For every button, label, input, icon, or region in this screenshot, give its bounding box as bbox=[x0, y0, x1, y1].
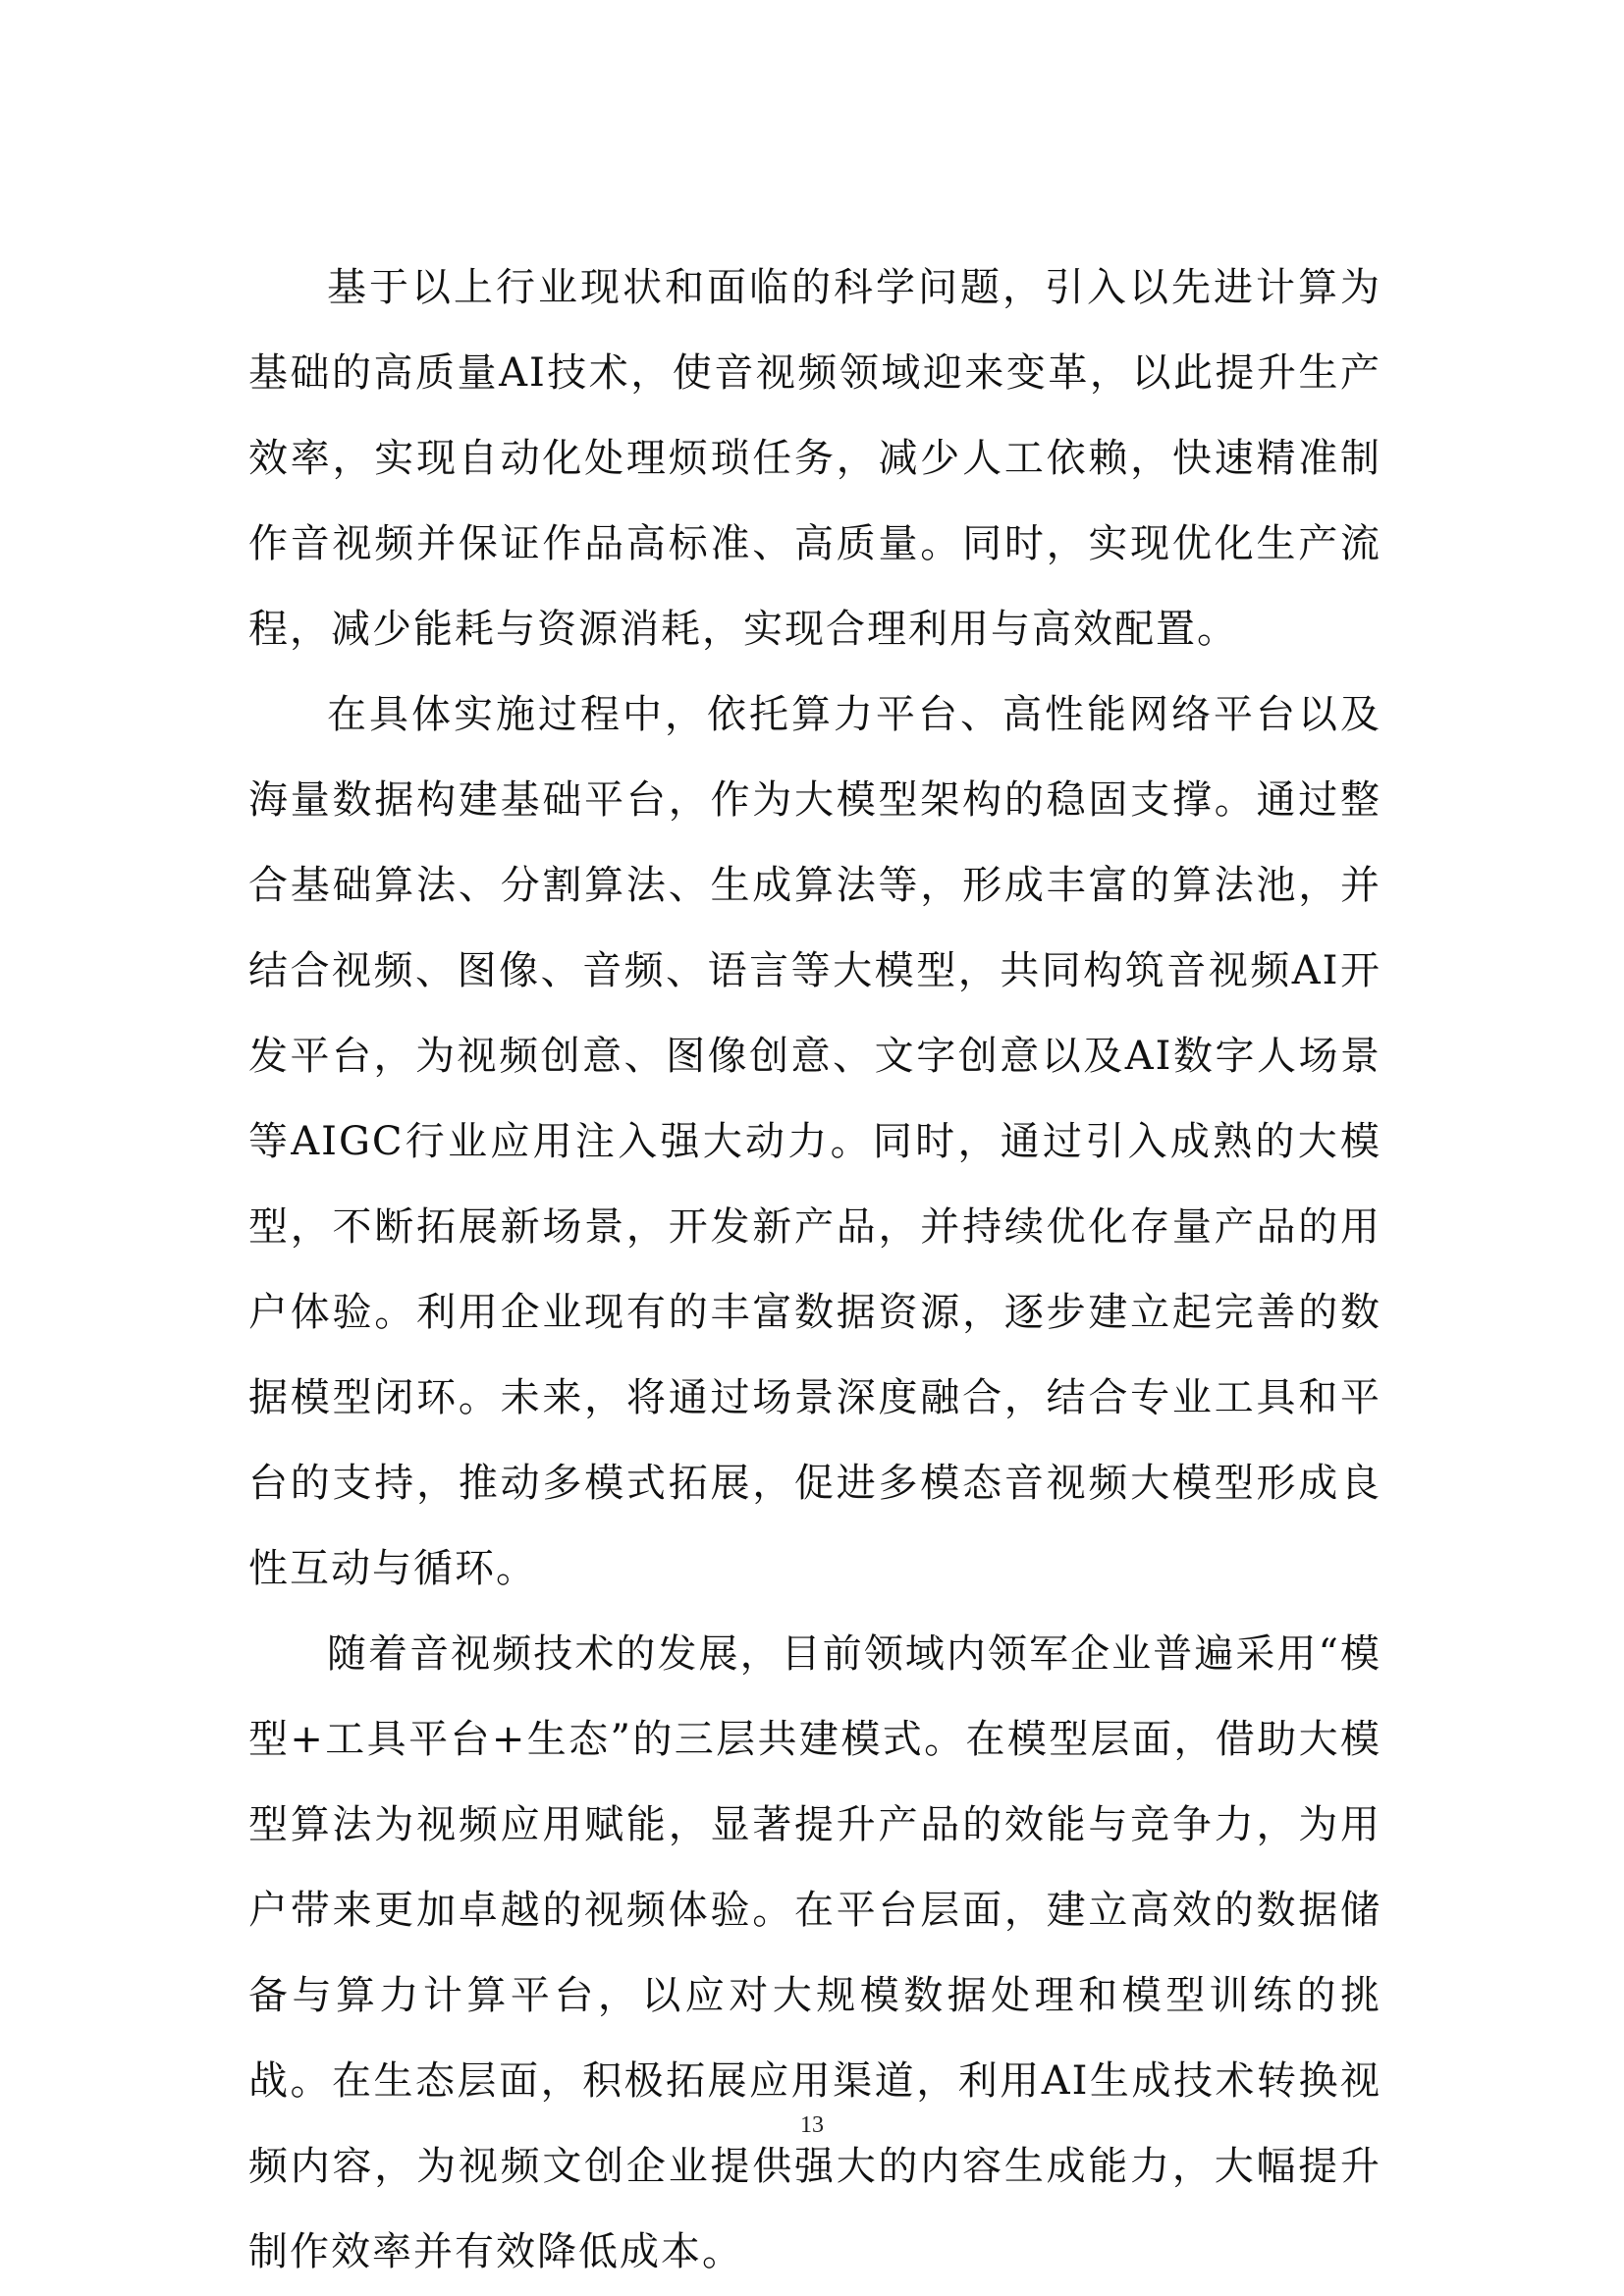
page-number: 13 bbox=[800, 2112, 824, 2138]
body-text bbox=[248, 245, 1381, 2295]
paragraph-3: 随着音视频技术的发展，目前领域内领军企业普遍采用“模型+工具平台+生态”的三层共建模式。在模型层面，借助大模型算法为视频应用赋能，显著提升产品的效能与竞争力，为用户带来更加卓越的视频体验。在平台层面，建立高效的数据储备与算力计算平台，以应对大规模数据处理和模型训练的挑战。在生态层面，积极拓展应用渠道，利用AI生成技术转换视频内容，为视频文创企业提供强大的内容生成能力，大幅提升制作效率并有效降低成本。 bbox=[248, 1631, 1381, 2274]
paragraph-2: 在具体实施过程中，依托算力平台、高性能网络平台以及海量数据构建基础平台，作为大模型架构的稳固支撑。通过整合基础算法、分割算法、生成算法等，形成丰富的算法池，并结合视频、图像、音频、语言等大模型，共同构筑音视频AI开发平台，为视频创意、图像创意、文字创意以及AI数字人场景等AIGC行业应用注入强大动力。同时，通过引入成熟的大模型，不断拓展新场景，开发新产品，并持续优化存量产品的用户体验。利用企业现有的丰富数据资源，逐步建立起完善的数据模型闭环。未来，将通过场景深度融合，结合专业工具和平台的支持，推动多模式拓展，促进多模态音视频大模型形成良性互动与循环。 bbox=[248, 692, 1381, 1591]
paragraph-1: 基于以上行业现状和面临的科学问题，引入以先进计算为基础的高质量AI技术，使音视频领域迎来变革，以此提升生产效率，实现自动化处理烦琐任务，减少人工依赖，快速精准制作音视频并保证作品高标准、高质量。同时，实现优化生产流程，减少能耗与资源消耗，实现合理利用与高效配置。 bbox=[248, 265, 1381, 652]
